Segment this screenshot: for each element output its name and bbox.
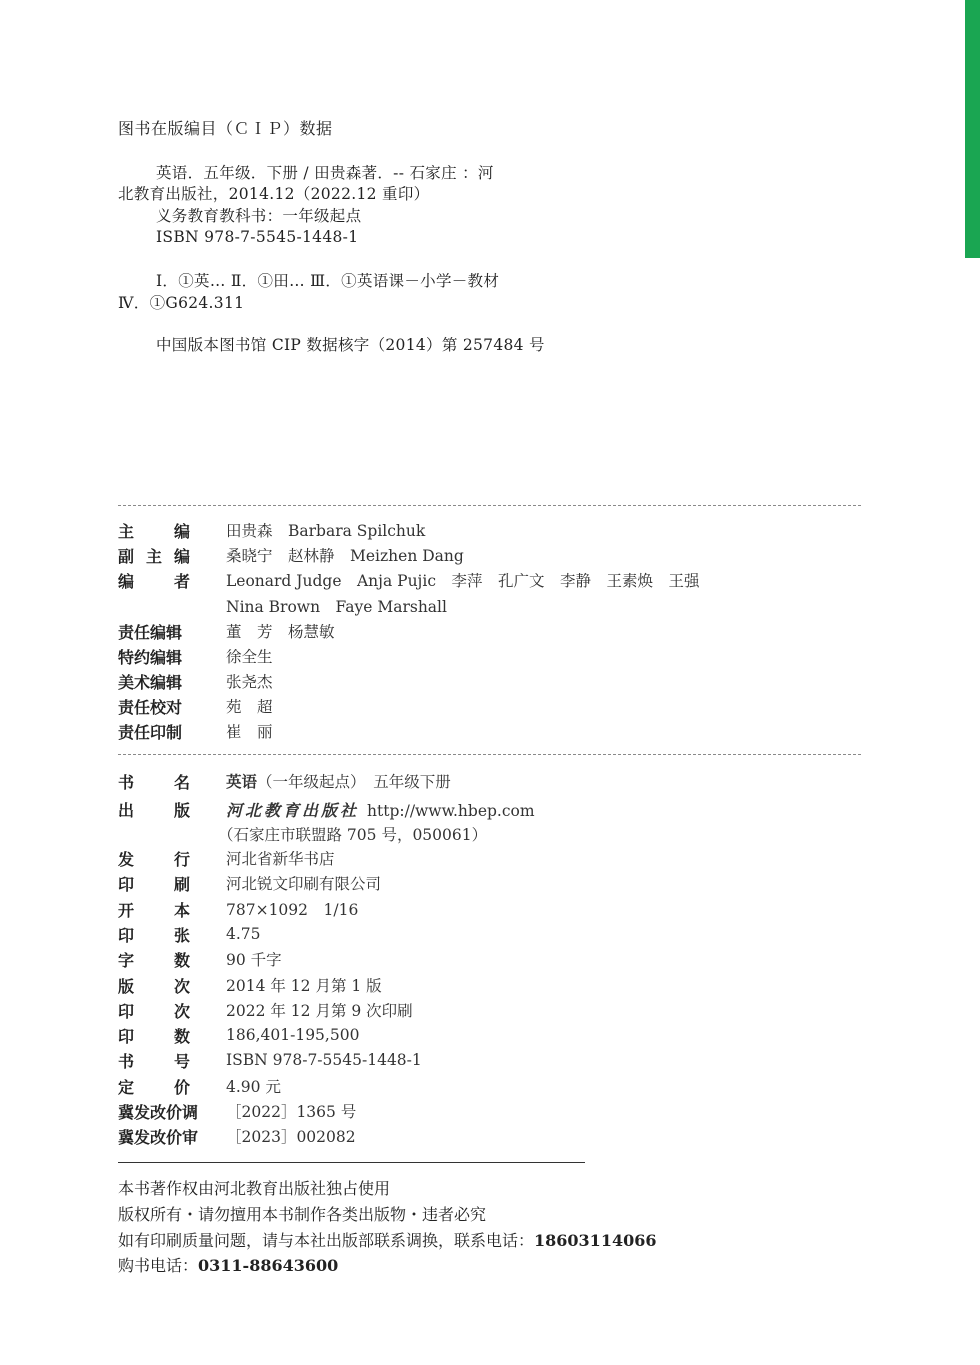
book-info-row (118, 947, 282, 971)
book-info-label: 印 次 (118, 1001, 190, 1021)
staff-names: 董 芳 杨慧敏 (226, 623, 335, 641)
purchase-phone: 0311-88643600 (198, 1256, 339, 1275)
book-info-label: 印 数 (118, 1026, 190, 1046)
book-info-value: 2014 年 12 月第 1 版 (226, 977, 382, 995)
staff-role-label: 责任校对 (118, 697, 183, 717)
book-info-value: ［2022］1365 号 (226, 1103, 357, 1121)
staff-row (118, 543, 464, 567)
staff-row (118, 619, 335, 643)
book-info-label: 版 次 (118, 976, 190, 996)
book-title-value: 英语（一年级起点） 五年级下册 (226, 773, 451, 791)
staff-role-label: 责任编辑 (118, 622, 183, 642)
book-info-label: 字 数 (118, 950, 190, 970)
cip-line-5: Ⅰ．①英… Ⅱ．①田… Ⅲ．①英语课－小学－教材 (156, 272, 500, 290)
book-info-row (118, 897, 358, 921)
book-info-value: 4.75 (226, 925, 261, 943)
staff-names: 崔 丽 (226, 723, 273, 741)
staff-row (118, 644, 273, 668)
book-info-label: 书 号 (118, 1051, 190, 1071)
book-info-row (118, 1023, 359, 1047)
staff-names: 田贵森 Barbara Spilchuk (226, 522, 426, 540)
book-info-value: 河北锐文印刷有限公司 (226, 875, 382, 893)
book-info-row (118, 1099, 356, 1123)
divider-dashed-1 (118, 505, 861, 506)
book-info-value: 4.90 元 (226, 1078, 281, 1096)
staff-role-label: 特约编辑 (118, 647, 183, 667)
book-title-row (118, 769, 451, 793)
staff-row (118, 669, 273, 693)
cip-line-1: 英语．五年级．下册 / 田贵森著．-- 石家庄 ：河 (156, 164, 494, 182)
cip-line-6: Ⅳ．①G624.311 (118, 294, 245, 312)
book-info-row (118, 871, 381, 895)
book-info-label: 定 价 (118, 1077, 190, 1097)
quality-phone: 18603114066 (534, 1231, 657, 1250)
purchase-contact-line: 购书电话：0311-88643600 (118, 1256, 339, 1275)
quality-contact-line: 如有印刷质量问题，请与本社出版部联系调换，联系电话：18603114066 (118, 1231, 657, 1250)
publisher-logo: 河北教育出版社 (226, 800, 360, 820)
staff-names: Leonard Judge Anja Pujic 李萍 孔广文 李静 王素焕 王强 (226, 572, 700, 590)
book-info-row (118, 973, 382, 997)
staff-names: 苑 超 (226, 698, 273, 716)
publisher-label: 出 版 (118, 800, 190, 820)
book-info-row (118, 922, 261, 946)
staff-role-label: 编 者 (118, 571, 190, 591)
divider-solid (118, 1162, 585, 1163)
staff-names: 徐全生 (226, 648, 273, 666)
book-info-value: ［2023］002082 (226, 1128, 356, 1146)
book-info-value: 186,401-195,500 (226, 1026, 360, 1044)
cip-line-7: 中国版本图书馆 CIP 数据核字（2014）第 257484 号 (156, 336, 545, 354)
book-info-label: 开 本 (118, 900, 190, 920)
book-info-value: 河北省新华书店 (226, 850, 335, 868)
book-info-value: 90 千字 (226, 951, 282, 969)
staff-role-label: 主 编 (118, 521, 190, 541)
staff-row (118, 694, 273, 718)
green-edge-bar (965, 0, 980, 258)
staff-row (118, 719, 273, 743)
book-info-row (118, 1124, 356, 1148)
book-info-value: 787×1092 1/16 (226, 901, 359, 919)
staff-row (118, 568, 700, 592)
staff-role-label: 责任印制 (118, 722, 183, 742)
staff-row (118, 518, 425, 542)
divider-dashed-2 (118, 754, 861, 755)
staff-names: 张尧杰 (226, 673, 273, 691)
book-info-row (118, 846, 335, 870)
publisher-address: （石家庄市联盟路 705 号，050061） (218, 826, 488, 844)
book-title-label: 书 名 (118, 772, 190, 792)
book-info-label: 冀发改价审 (118, 1127, 199, 1147)
book-info-label: 冀发改价调 (118, 1102, 199, 1122)
cip-line-3: 义务教育教科书：一年级起点 (156, 207, 362, 225)
book-info-label: 印 张 (118, 925, 190, 945)
rights-line: 版权所有・请勿擅用本书制作各类出版物・违者必究 (118, 1205, 487, 1224)
staff-row (118, 594, 447, 618)
book-info-label: 发 行 (118, 849, 190, 869)
staff-role-label: 美术编辑 (118, 672, 183, 692)
book-info-row (118, 1048, 422, 1072)
cip-line-4: ISBN 978-7-5545-1448-1 (156, 228, 359, 246)
book-info-row (118, 1074, 281, 1098)
copyright-line: 本书著作权由河北教育出版社独占使用 (118, 1179, 391, 1198)
staff-names: Nina Brown Faye Marshall (226, 598, 447, 616)
staff-role-label: 副 主 编 (118, 546, 190, 566)
book-info-value: 2022 年 12 月第 9 次印刷 (226, 1002, 413, 1020)
book-info-label: 印 刷 (118, 874, 190, 894)
cip-line-2: 北教育出版社，2014.12（2022.12 重印） (118, 185, 430, 203)
staff-names: 桑晓宁 赵林静 Meizhen Dang (226, 547, 464, 565)
publisher-value (226, 798, 535, 821)
cip-title: 图书在版编目（ＣＩＰ）数据 (118, 119, 333, 138)
publisher-row (118, 797, 535, 821)
book-info-value: ISBN 978-7-5545-1448-1 (226, 1051, 422, 1069)
book-info-row (118, 998, 413, 1022)
publisher-url: http://www.hbep.com (367, 801, 535, 820)
